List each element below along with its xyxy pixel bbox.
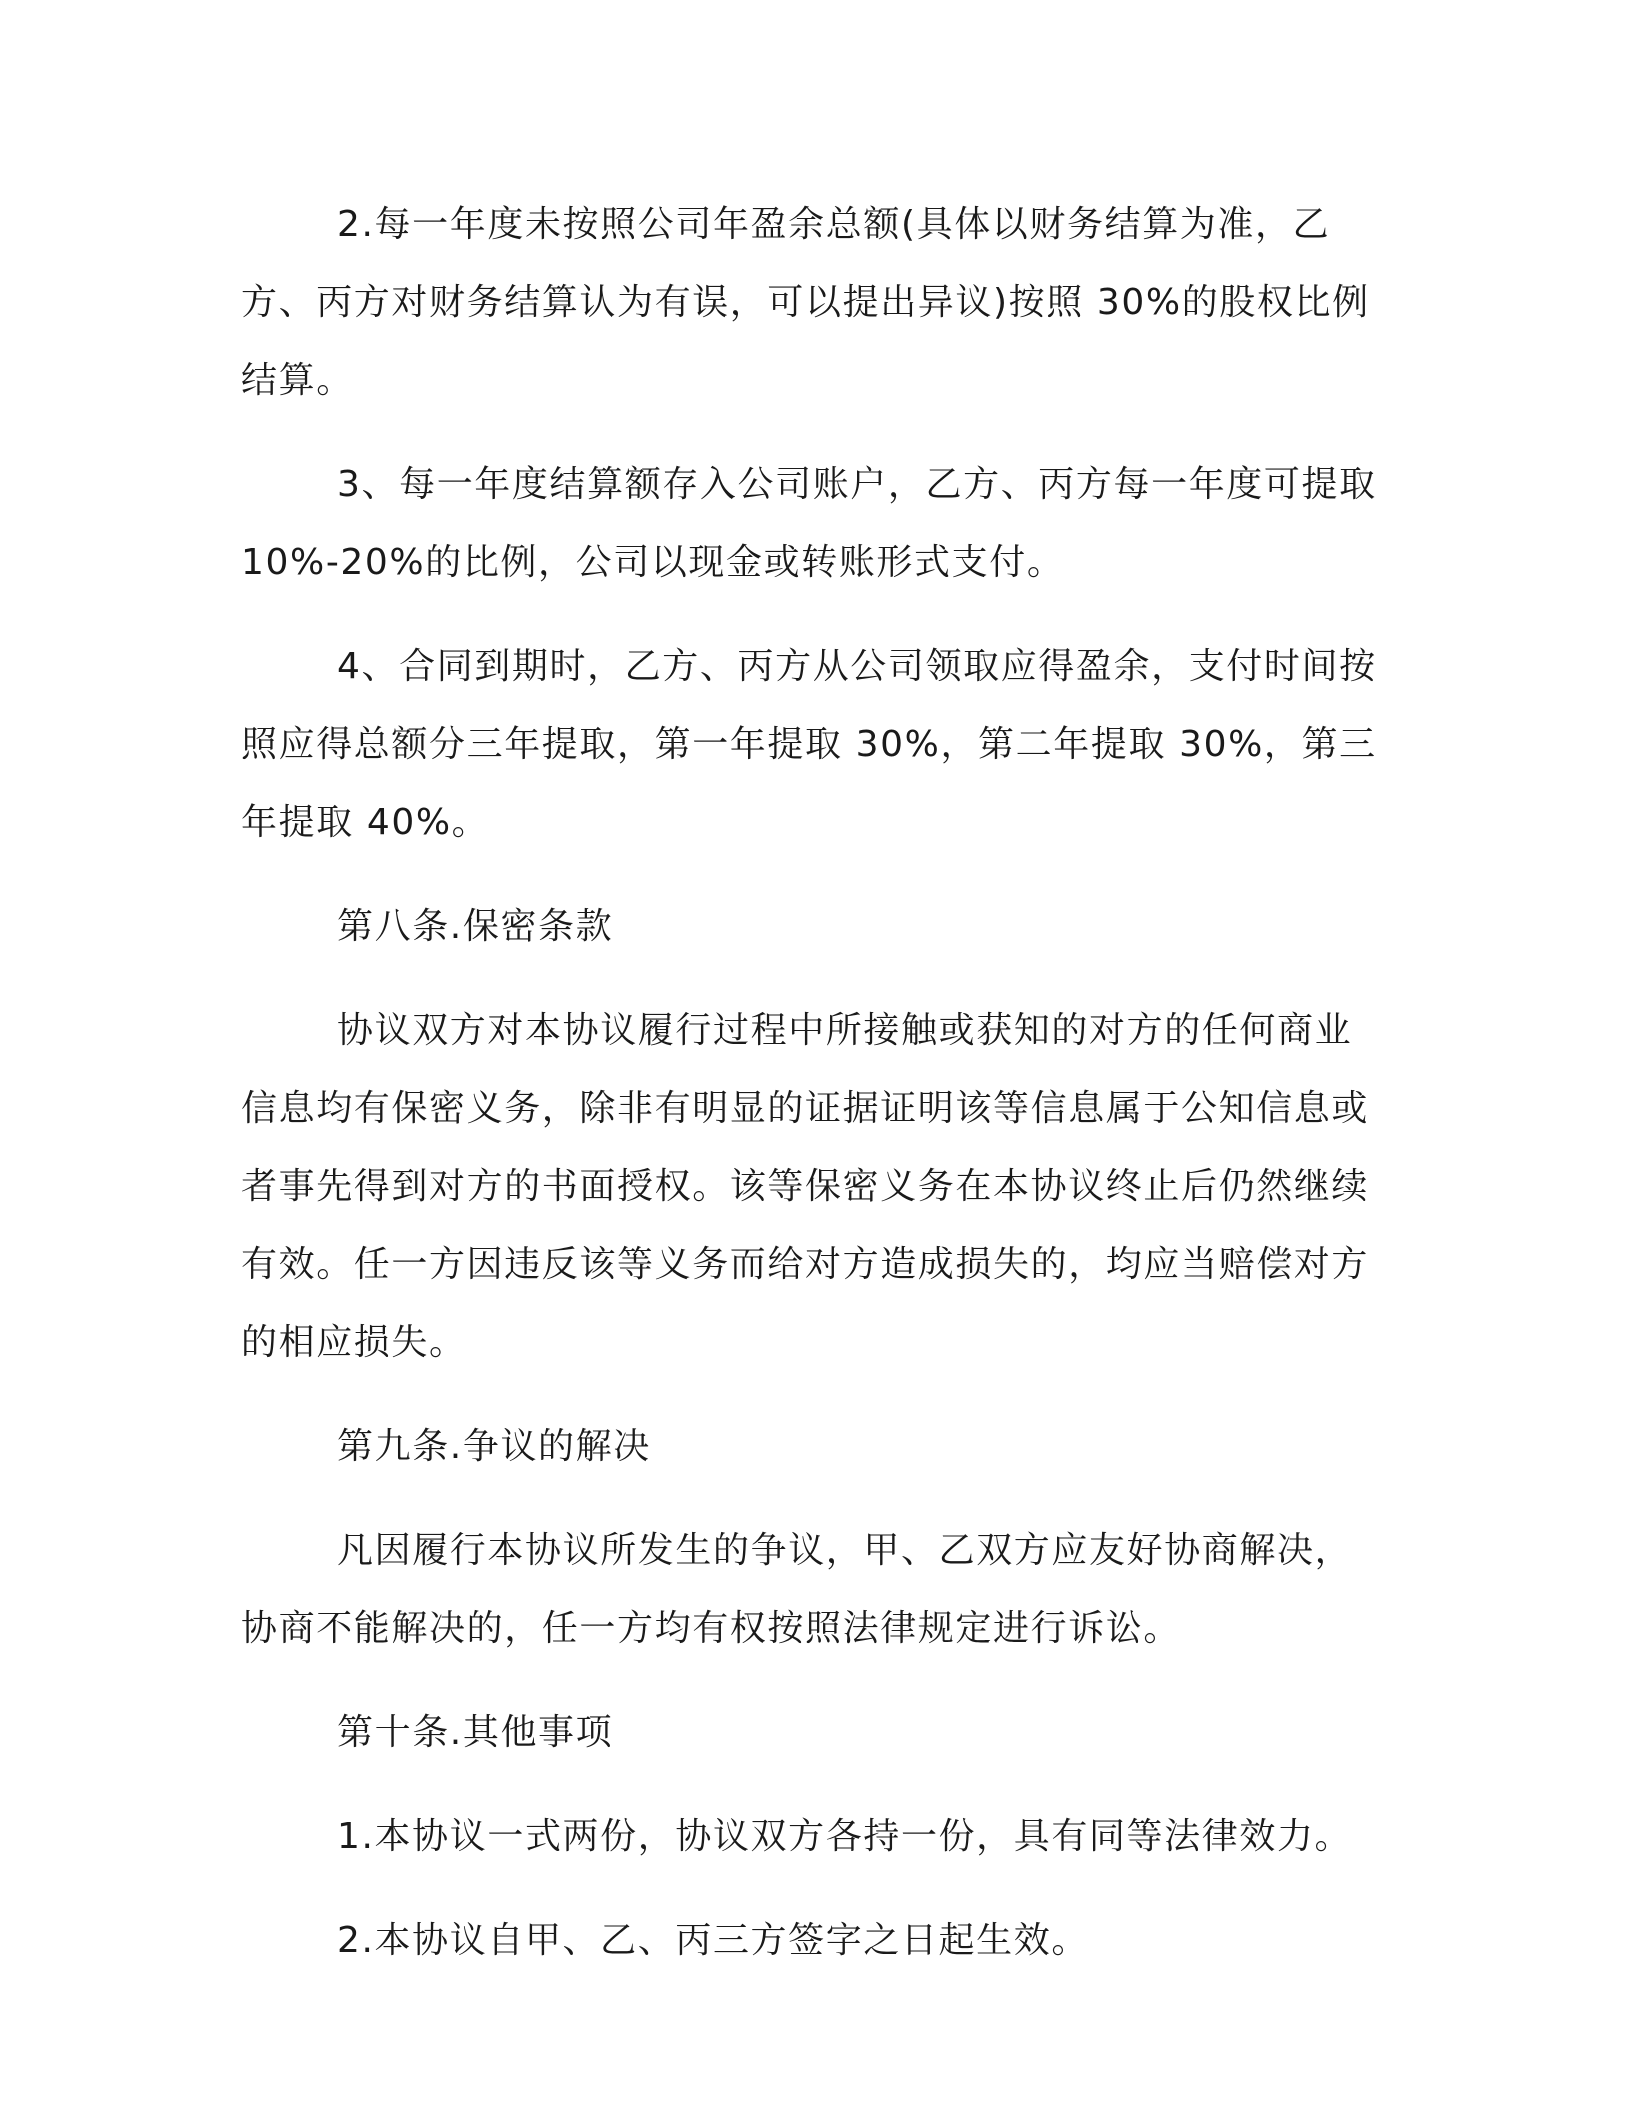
clause-8-body: 协议双方对本协议履行过程中所接触或获知的对方的任何商业信息均有保密义务，除非有明显的证据证明该等信息属于公知信息或者事先得到对方的书面授权。该等保密义务在本协议终止后仍然继续有效。任一方因违反该等义务而给对方造成损失的，均应当赔偿对方的相应损失。 — [241, 1010, 1370, 1363]
clause-7-item-2: 2.每一年度未按照公司年盈余总额(具体以财务结算为准，乙方、丙方对财务结算认为有误，可以提出异议)按照 30%的股权比例结算。 — [241, 204, 1370, 401]
clause-7-item-3: 3、每一年度结算额存入公司账户，乙方、丙方每一年度可提取 10%-20%的比例，公司以现金或转账形式支付。 — [241, 464, 1377, 583]
document-body — [241, 186, 1381, 1980]
clause-10-heading: 第十条.其他事项 — [337, 1712, 614, 1753]
clause-10-item-1: 1.本协议一式两份，协议双方各持一份，具有同等法律效力。 — [337, 1816, 1353, 1857]
clause-7-item-4: 4、合同到期时，乙方、丙方从公司领取应得盈余，支付时间按照应得总额分三年提取，第一年提取 30%，第二年提取 30%，第三年提取 40%。 — [241, 646, 1377, 843]
clause-8-heading: 第八条.保密条款 — [337, 906, 614, 947]
clause-9-heading: 第九条.争议的解决 — [337, 1426, 651, 1467]
clause-9-body: 凡因履行本协议所发生的争议，甲、乙双方应友好协商解决，协商不能解决的，任一方均有权按照法律规定进行诉讼。 — [241, 1530, 1353, 1649]
clause-10-item-2: 2.本协议自甲、乙、丙三方签字之日起生效。 — [337, 1920, 1089, 1961]
